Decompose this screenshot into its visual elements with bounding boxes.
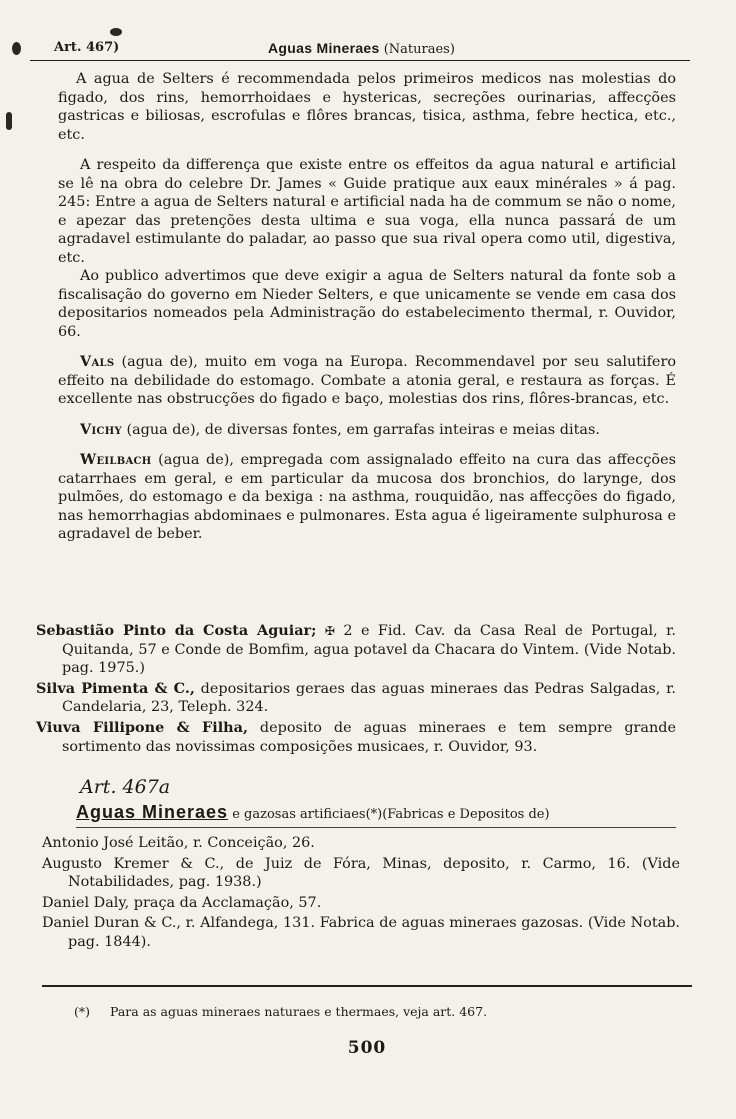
paragraph: Ao publico advertimos que deve exigir a agua de Selters natural da fonte sob a fiscalisação do governo em Nieder Selters, e que unicamente se vende em casa dos depositarios nomeados pela Administração do estabelecimento thermal, r. Ouvidor, 66.: [58, 268, 676, 340]
directory-entry: [36, 622, 676, 678]
footnote-text: Para as aguas mineraes naturaes e thermaes, veja art. 467.: [110, 1004, 488, 1019]
water-text: (agua de), empregada com assignalado effeito na cura das affecções catarrhaes em geral, e em particular da mucosa dos bronchios, do larynge, dos pulmões, do estomago e da bexiga : na asthma, rouquidão, nas affecções do figado, nas hemorrhagias abdominaes e pulmonares. Esta agua é ligeiramente sulphurosa e agradavel de beber.: [58, 452, 676, 542]
entry-text: deposito de aguas mineraes e tem sempre grande sortimento das novissimas composições musicaes, r. Ouvidor, 93.: [62, 719, 676, 755]
water-entry-vals: [58, 353, 676, 409]
header-title: [268, 40, 455, 57]
article-heading-sub: e gazosas artificiaes(*)(Fabricas e Depositos de): [232, 807, 550, 822]
water-name: Vals: [80, 353, 115, 370]
article-title: Art. 467a: [80, 776, 171, 798]
water-entry-vichy: [58, 421, 676, 440]
article-entry: Daniel Duran & C., r. Alfandega, 131. Fabrica de aguas mineraes gazosas. (Vide Notab. pag. 1844).: [42, 915, 680, 950]
directory-entry: [36, 680, 676, 717]
article-heading-main: Aguas Mineraes: [76, 802, 229, 822]
entry-name: Sebastião Pinto da Costa Aguiar;: [36, 622, 317, 639]
running-header: [30, 38, 690, 60]
article-entry: Augusto Kremer & C., de Juiz de Fóra, Minas, deposito, r. Carmo, 16. (Vide Notabilidades, pag. 1938.): [42, 855, 680, 891]
water-name: Vichy: [80, 420, 122, 438]
entry-name: Viuva Fillipone & Filha,: [36, 718, 248, 736]
entry-text: depositarios geraes das aguas mineraes das Pedras Salgadas, r. Candelaria, 23, Teleph. 324.: [62, 680, 676, 716]
header-article-ref: Art. 467): [54, 40, 120, 55]
directory-entries: [36, 622, 676, 758]
paragraph: A agua de Selters é recommendada pelos primeiros medicos nas molestias do figado, dos rins, hemorrhoidaes e hystericas, secreções ourinarias, affecções gastricas e biliosas, escrofulas e flôres brancas, tisica, asthma, febre hectica, etc., etc.: [58, 71, 676, 143]
page-number: 500: [347, 1038, 387, 1058]
article-heading: [76, 802, 676, 828]
article-entry: Antonio José Leitão, r. Conceição, 26.: [42, 835, 315, 851]
article-entries: [42, 834, 680, 952]
print-blemish: [110, 28, 122, 36]
selters-section: [58, 70, 676, 556]
print-blemish: [6, 112, 12, 130]
header-title-sub: (Naturaes): [383, 42, 455, 57]
directory-entry: [36, 719, 676, 756]
article-entry: Daniel Daly, praça da Acclamação, 57.: [42, 894, 322, 911]
footer-rule: [42, 985, 692, 987]
entry-name: Silva Pimenta & C.,: [36, 679, 195, 697]
entry-text: 2 e Fid. Cav. da Casa Real de Portugal, r. Quitanda, 57 e Conde de Bomfim, agua potavel da Chacara do Vintem. (Vide Notab. pag. 1975.): [62, 623, 676, 677]
water-name: Weilbach: [80, 451, 152, 468]
water-text: (agua de), muito em voga na Europa. Recommendavel por seu salutifero effeito na debilidade do estomago. Combate a atonia geral, e restaura as forças. É excellente nas obstrucções do figado e baço, molestias dos rins, flôres-brancas, etc.: [58, 354, 676, 407]
header-rule: [30, 60, 690, 61]
paragraph: A respeito da differença que existe entre os effeitos da agua natural e artificial se lê na obra do celebre Dr. James « Guide pratique aux eaux minérales » á pag. 245: Entre a agua de Selters natural e artificial nada ha de commum se não o nome, e apezar das pretenções desta ultima e sua voga, ella nunca passará de um agradavel estimulante do paladar, ao passo que sua rival opera como util, digestiva, etc.: [58, 157, 676, 266]
print-blemish: [12, 42, 21, 55]
footnote: [74, 1004, 694, 1019]
water-entry-weilbach: [58, 451, 676, 544]
cross-of-order-icon: ✠: [324, 624, 335, 638]
header-title-main: Aguas Mineraes: [268, 40, 380, 56]
water-text: (agua de), de diversas fontes, em garrafas inteiras e meias ditas.: [126, 421, 600, 438]
footnote-mark: (*): [74, 1004, 91, 1019]
article-467a: [42, 776, 682, 954]
